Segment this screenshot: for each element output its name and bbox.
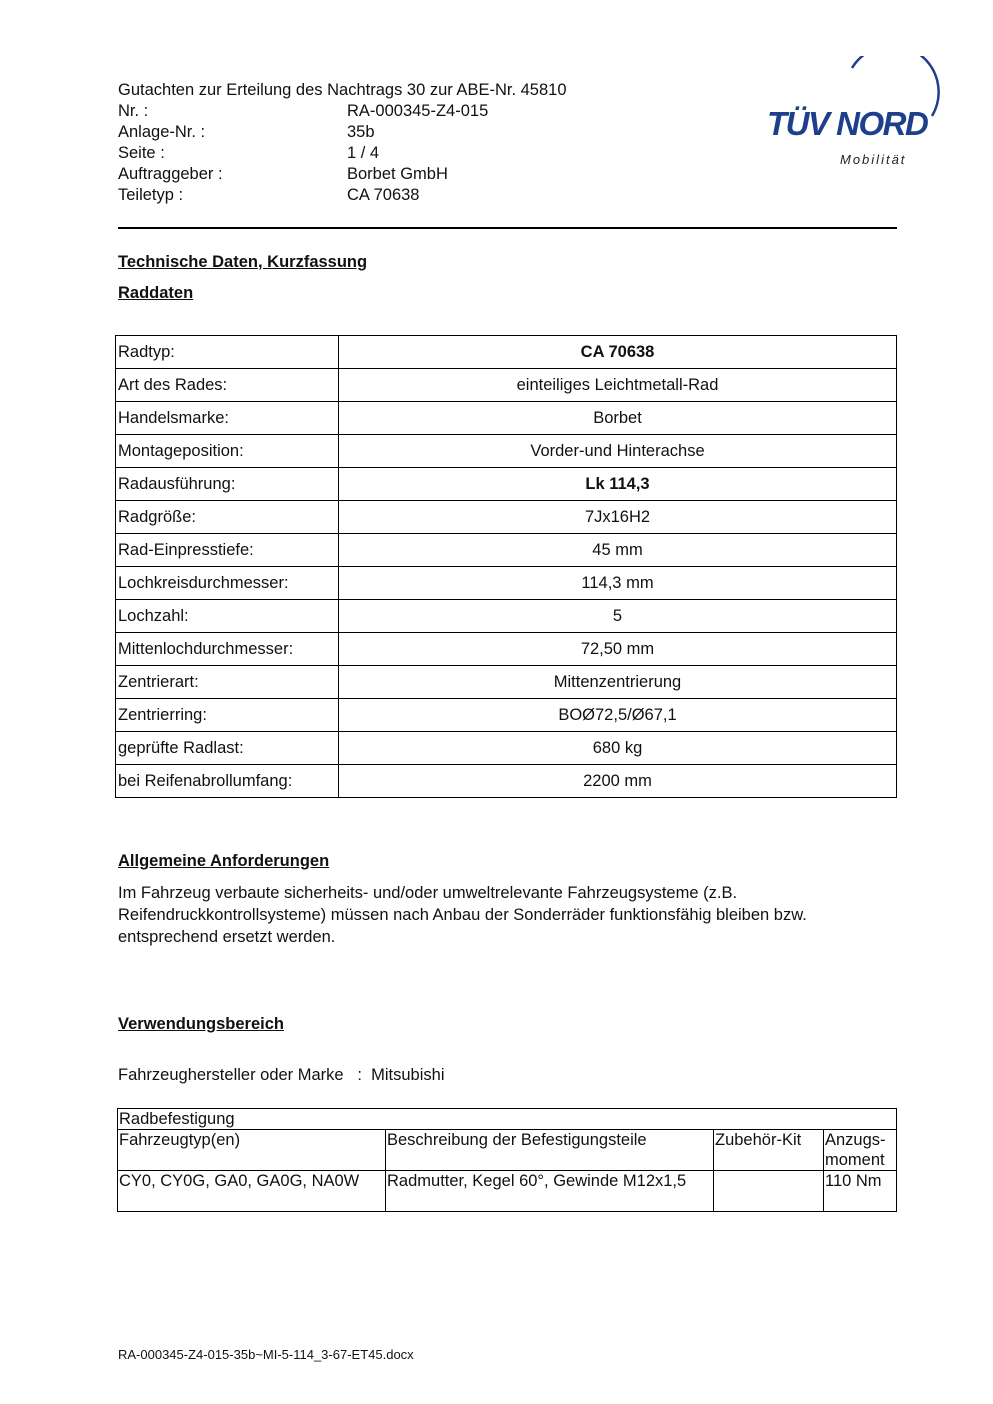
fixing-cell-description: Radmutter, Kegel 60°, Gewinde M12x1,5 <box>386 1171 714 1212</box>
wheel-row-label: Radausführung: <box>116 468 339 501</box>
wheel-row-label: Radgröße: <box>116 501 339 534</box>
wheel-row-value: CA 70638 <box>339 336 897 369</box>
wheel-row-value: 72,50 mm <box>339 633 897 666</box>
section-verwendung-heading: Verwendungsbereich <box>118 1015 284 1033</box>
section-tech-heading: Technische Daten, Kurzfassung <box>118 253 368 271</box>
field-value-teiletyp: CA 70638 <box>347 186 420 204</box>
maker-separator: : <box>357 1066 362 1084</box>
field-value-seite: 1 / 4 <box>347 144 380 162</box>
wheel-row-value: einteiliges Leichtmetall-Rad <box>339 369 897 402</box>
wheel-table-row <box>116 666 897 699</box>
wheel-row-value: 114,3 mm <box>339 567 897 600</box>
wheel-row-label: bei Reifenabrollumfang: <box>116 765 339 798</box>
wheel-row-label: Radtyp: <box>116 336 339 369</box>
wheel-row-label: Lochkreisdurchmesser: <box>116 567 339 600</box>
wheel-table-row <box>116 567 897 600</box>
wheel-row-label: Art des Rades: <box>116 369 339 402</box>
wheel-table-row <box>116 600 897 633</box>
field-label-anlage: Anlage-Nr. : <box>118 123 206 141</box>
tuv-nord-logo: TÜV NORD <box>767 105 928 142</box>
wheel-table-row <box>116 699 897 732</box>
vehicle-maker-line <box>118 1066 445 1085</box>
fixing-cell-kit <box>714 1171 824 1212</box>
field-value-nr: RA-000345-Z4-015 <box>347 102 489 120</box>
fixing-caption: Radbefestigung <box>118 1109 897 1130</box>
maker-label: Fahrzeughersteller oder Marke <box>118 1066 344 1084</box>
wheel-table-row <box>116 765 897 798</box>
wheel-row-value: 5 <box>339 600 897 633</box>
wheel-table-row <box>116 435 897 468</box>
wheel-row-value: 45 mm <box>339 534 897 567</box>
wheel-table-row <box>116 633 897 666</box>
field-label-nr: Nr. : <box>118 102 149 120</box>
field-label-auftraggeber: Auftraggeber : <box>118 165 223 183</box>
wheel-row-value: Mittenzentrierung <box>339 666 897 699</box>
wheel-row-label: Rad-Einpresstiefe: <box>116 534 339 567</box>
wheel-data-table <box>115 335 897 798</box>
wheel-row-value: Borbet <box>339 402 897 435</box>
fixing-cell-vehicle-types: CY0, CY0G, GA0, GA0G, NA0W <box>118 1171 386 1212</box>
wheel-table-row <box>116 501 897 534</box>
wheel-table-row <box>116 732 897 765</box>
maker-value: Mitsubishi <box>371 1066 445 1084</box>
fixing-table <box>117 1108 897 1212</box>
wheel-row-value: Vorder-und Hinterachse <box>339 435 897 468</box>
field-value-anlage: 35b <box>347 123 375 141</box>
wheel-row-value: 2200 mm <box>339 765 897 798</box>
section-allgemein-heading: Allgemeine Anforderungen <box>118 852 330 870</box>
fixing-cell-torque: 110 Nm <box>824 1171 897 1212</box>
field-value-auftraggeber: Borbet GmbH <box>347 165 448 183</box>
allgemein-paragraph: Im Fahrzeug verbaute sicherheits- und/oder umweltrelevante Fahrzeugsysteme (z.B. Reifendruckkontrollsysteme) müssen nach Anbau der Sonderräder funktionsfähig bleiben bzw. entsprechend ersetzt werden. <box>118 884 807 946</box>
field-label-teiletyp: Teiletyp : <box>118 186 184 204</box>
wheel-row-value: Lk 114,3 <box>339 468 897 501</box>
fixing-header-kit: Zubehör-Kit <box>714 1130 824 1171</box>
fixing-header-description: Beschreibung der Befestigungsteile <box>386 1130 714 1171</box>
wheel-table-row <box>116 402 897 435</box>
logo-subtitle: Mobilität <box>840 152 907 167</box>
wheel-row-label: Zentrierart: <box>116 666 339 699</box>
wheel-table-row <box>116 468 897 501</box>
fixing-header-torque: Anzugs- moment <box>824 1130 897 1171</box>
wheel-row-value: 7Jx16H2 <box>339 501 897 534</box>
section-raddaten-heading: Raddaten <box>118 284 194 302</box>
document-title: Gutachten zur Erteilung des Nachtrags 30 zur ABE-Nr. 45810 <box>118 81 567 99</box>
wheel-row-label: Zentrierring: <box>116 699 339 732</box>
wheel-row-label: Mittenlochdurchmesser: <box>116 633 339 666</box>
wheel-row-value: 680 kg <box>339 732 897 765</box>
header-divider <box>118 227 897 229</box>
wheel-table-row <box>116 336 897 369</box>
wheel-table-row <box>116 369 897 402</box>
wheel-row-label: Montageposition: <box>116 435 339 468</box>
wheel-row-label: Lochzahl: <box>116 600 339 633</box>
footer-filename: RA-000345-Z4-015-35b~MI-5-114_3-67-ET45.docx <box>118 1347 414 1362</box>
wheel-row-label: Handelsmarke: <box>116 402 339 435</box>
wheel-row-value: BOØ72,5/Ø67,1 <box>339 699 897 732</box>
fixing-header-vehicle-types: Fahrzeugtyp(en) <box>118 1130 386 1171</box>
wheel-table-row <box>116 534 897 567</box>
field-label-seite: Seite : <box>118 144 165 162</box>
wheel-row-label: geprüfte Radlast: <box>116 732 339 765</box>
